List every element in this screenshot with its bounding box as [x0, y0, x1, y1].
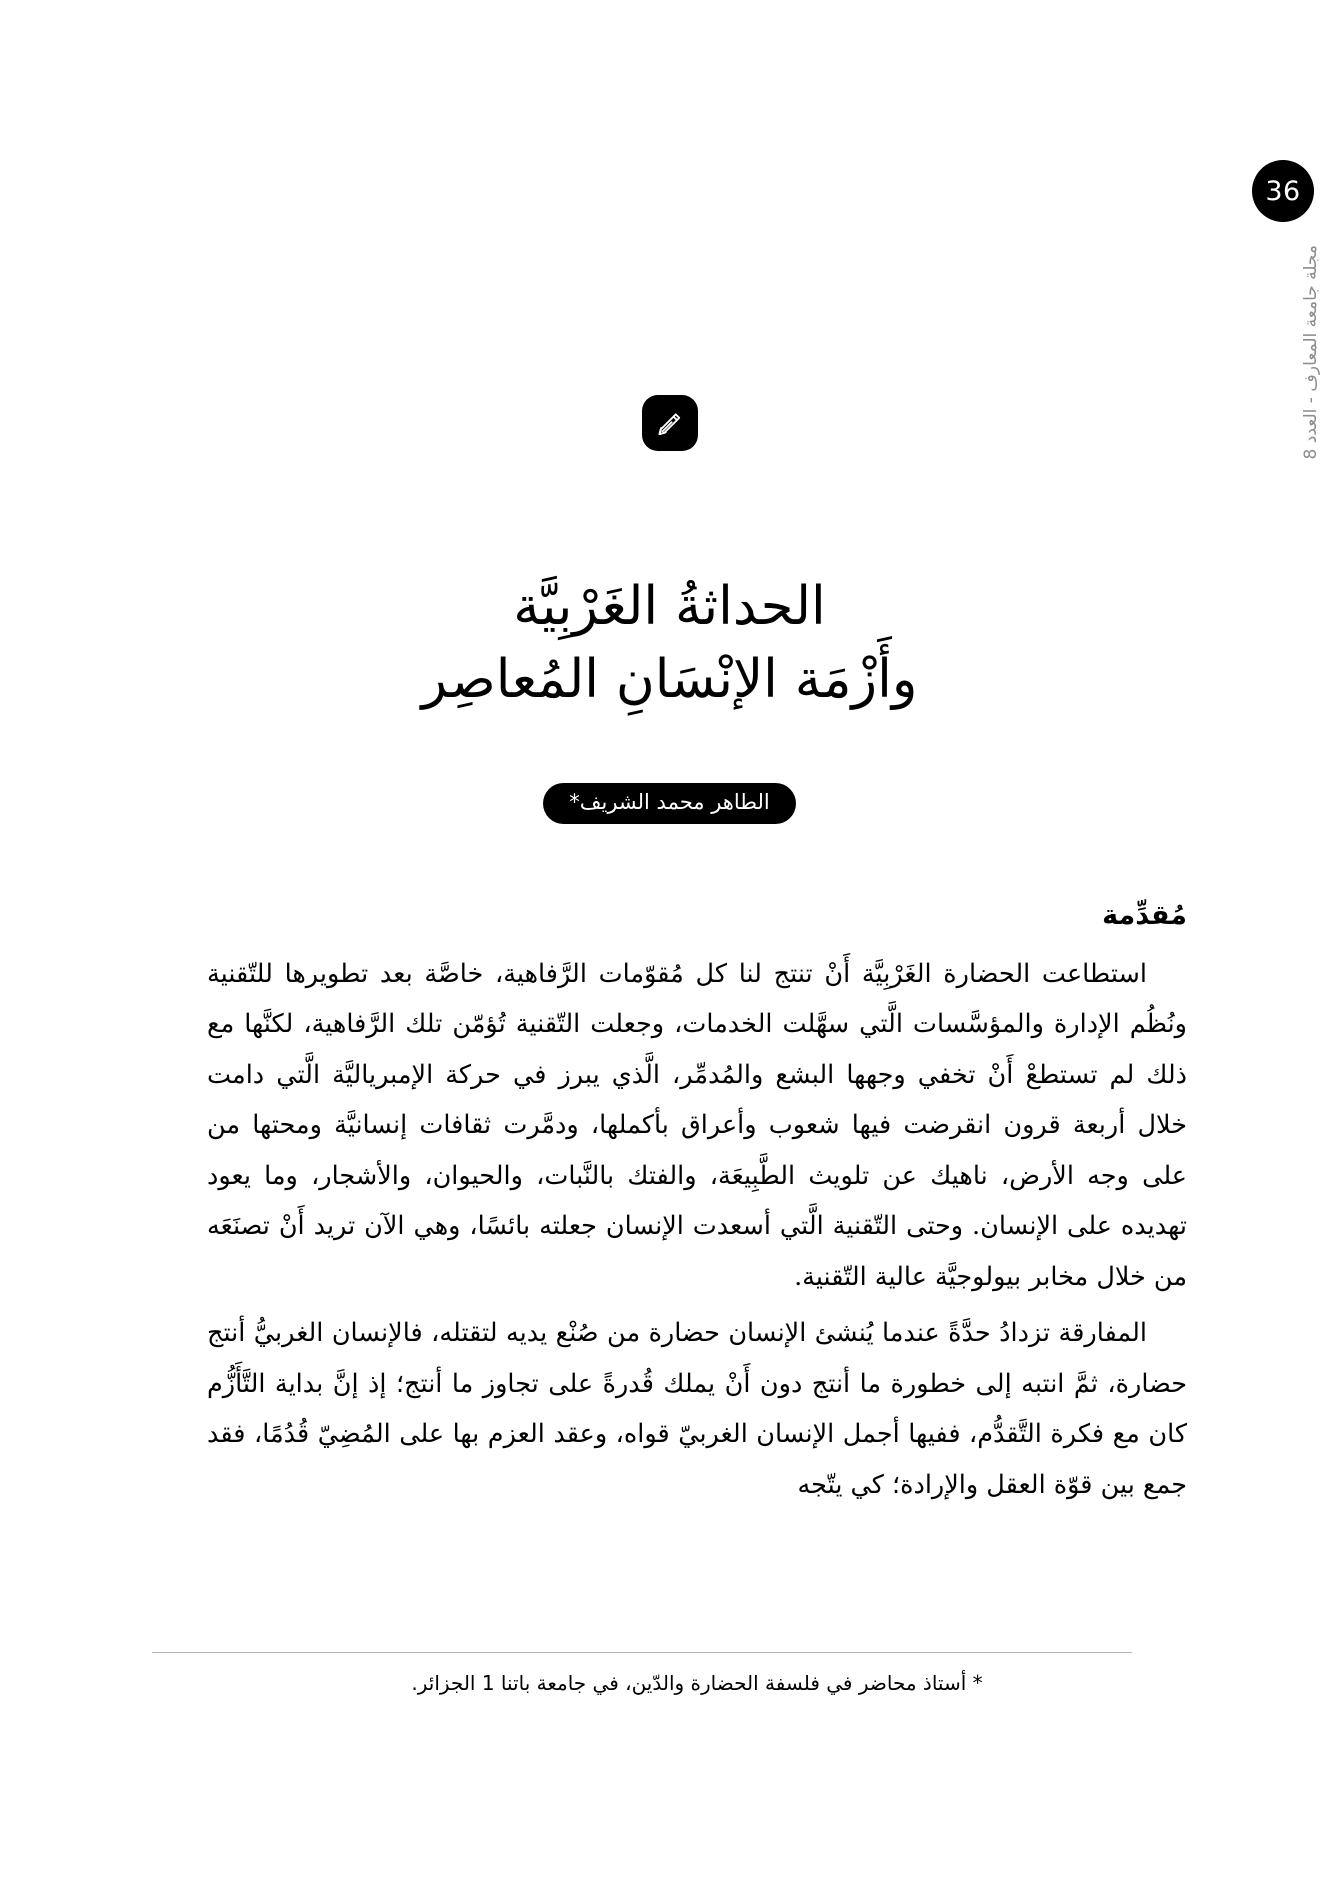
article-body [207, 900, 1187, 1516]
author-byline [0, 783, 1339, 824]
running-head [1291, 245, 1331, 545]
article-title-line-1: الحداثةُ الغَرْبِيَّة [513, 576, 826, 637]
article-title-line-2: وأَزْمَة الإنْسَانِ المُعاصِر [421, 649, 918, 711]
page-number-badge [1252, 160, 1314, 222]
pencil-icon [655, 408, 685, 438]
body-paragraph: استطاعت الحضارة الغَرْبِيَّة أَنْ تنتج لنا كل مُقوّمات الرَّفاهية، خاصَّة بعد تطويرها للتّقنية ونُظُم الإدارة والمؤسَّسات الَّتي سهَّلت الخدمات، وجعلت التّقنية تُؤمّن تلك الرَّفاهية، لكنَّها مع ذلك لم تستطعْ أَنْ تخفي وجهها البشع والمُدمِّر، الَّذي يبرز في حركة الإمبرياليَّة الَّتي دامت خلال أربعة قرون انقرضت فيها شعوب وأعراق بأكملها، ودمَّرت ثقافات إنسانيَّة ومحتها من على وجه الأرض، ناهيك عن تلويث الطَّبِيعَة، والفتك بالنَّبات، والحيوان، والأشجار، وما يعود تهديده على الإنسان. وحتى التّقنية الَّتي أسعدت الإنسان جعلته بائسًا، وهي الآن تريد أَنْ تصنَعَه من خلال مخابر بيولوجيَّة عالية التّقنية. [207, 959, 1187, 1292]
footnote-author-affiliation: * أستاذ محاضر في فلسفة الحضارة والدّين، في جامعة باتنا 1 الجزائر. [411, 1671, 983, 1695]
author-name: الطاهر محمد الشريف* [543, 783, 795, 824]
page-number-text: 36 [1265, 175, 1301, 207]
running-head-text: مجلة جامعة المعارف - العدد 8 [1301, 245, 1321, 460]
body-paragraph: المفارقة تزدادُ حدَّةً عندما يُنشئ الإنسان حضارة من صُنْع يديه لتقتله، فالإنسان الغربيُّ أنتج حضارة، ثمَّ انتبه إلى خطورة ما أنتج دون أَنْ يملك قُدرةً على تجاوز ما أنتج؛ إذ إنَّ بداية التَّأَزُّم كان مع فكرة التَّقدُّم، ففيها أجمل الإنسان الغربيّ قواه، وعقد العزم بها على المُضِيّ قُدُمًا، فقد جمع بين قوّة العقل والإرادة؛ كي يتّجه [207, 1318, 1187, 1500]
footnote-divider [152, 1652, 1132, 1653]
section-heading-introduction: مُقدِّمة [1102, 900, 1187, 931]
emblem-badge [642, 395, 698, 451]
article-title [0, 570, 1339, 716]
